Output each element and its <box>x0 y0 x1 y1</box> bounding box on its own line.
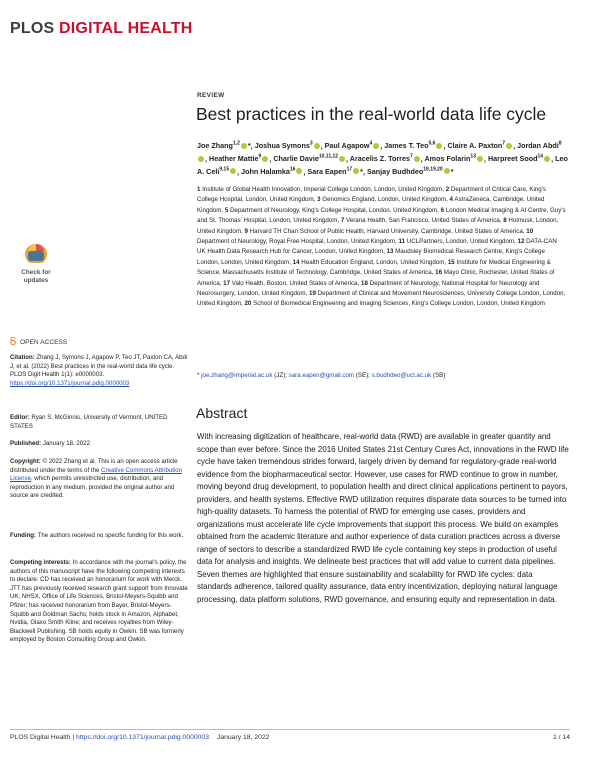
affiliation-number: 4 <box>449 196 453 204</box>
citation-text: Zhang J, Symons J, Agapow P, Teo JT, Paxton CA, Abdi J, et al. (2022) Best practices in the real-world data life cycle. PLOS Digit Health 1(1): e0000003. <box>10 354 188 379</box>
affiliation-number: 17 <box>223 279 231 287</box>
published-label: Published: <box>10 440 42 447</box>
affiliation-number: 8 <box>503 217 507 225</box>
affiliation-text: Harvard TH Chan School of Public Health, Harvard University, Cambridge, United States of America, <box>249 227 525 235</box>
author-affiliation-ref: 18,19,20 <box>423 166 443 173</box>
article-type: REVIEW <box>197 92 225 99</box>
competing-interests-block <box>10 559 188 645</box>
affiliation-number: 3 <box>317 196 321 204</box>
affiliation-item <box>244 228 524 235</box>
published-block <box>10 440 188 449</box>
affiliation-text: DATA-CAN UK Health Data Research Hub for Cancer, London, United Kingdom, <box>197 238 557 256</box>
affiliation-number: 13 <box>386 248 394 256</box>
article-title: Best practices in the real-world data life cycle <box>196 104 547 124</box>
author-name[interactable]: Paul Agapow <box>324 141 370 151</box>
author-list: Joe Zhang$^{1,2}$ *, Joshua Symons$^3$ , Paul Agapow$^4$ , James T. Teo$^{5,6}$ , Claire A. Paxton$^7$ , Jordan Abdi$^8$, Heather Mattie$^9$ , Charlie Davie$^{10,11,12}$ , Aracelis Z. Torres$^7$ , Amos Folarin$^{13}$ , Harpreet Sood$^{14}$ , Leo A. Celi$^{9,15}$ , John Halamka$^{16}$ , Sara Eapen$^{17}$ *, Sanjay Budhdeo$^{18,19,20}$ * <box>197 141 568 176</box>
affiliation-text: Institute of Global Health Innovation, Imperial College London, London, United Kingdom, <box>202 186 444 193</box>
author <box>488 154 551 163</box>
affiliation-number: 9 <box>244 227 248 235</box>
author <box>384 141 443 150</box>
affiliation-text: Department of Neurology, King's College Hospital, London, United Kingdom, <box>230 206 439 214</box>
open-access-badge <box>10 337 67 346</box>
affiliation-text: Health Education England, London, United Kingdom, <box>301 258 447 266</box>
affiliation-item <box>317 196 448 203</box>
affiliation-number: 6 <box>440 206 445 214</box>
author-affiliation-ref: 5,6 <box>428 141 436 147</box>
funding-block <box>10 532 188 541</box>
email-link[interactable]: joe.zhang@imperial.ac.uk <box>201 372 273 379</box>
affiliation-text: Mayo Clinic, Rochester, United States of America, <box>197 269 555 287</box>
author-name[interactable]: Claire A. Paxton <box>447 141 503 151</box>
orcid-icon[interactable] <box>241 143 247 149</box>
orcid-icon[interactable] <box>436 143 442 149</box>
affiliation-text: UCLPartners, London, United Kingdom, <box>406 238 516 246</box>
orcid-icon[interactable] <box>262 156 268 162</box>
affiliation-text: AstraZeneca, Cambridge, United Kingdom, <box>197 196 545 214</box>
editor-block <box>10 414 188 431</box>
affiliation-number: 12 <box>517 238 525 246</box>
author-affiliation-ref: 4 <box>369 141 373 147</box>
orcid-icon[interactable] <box>506 143 512 149</box>
orcid-icon[interactable] <box>477 156 483 162</box>
footer-doi-link[interactable]: https://doi.org/10.1371/journal.pdig.0000003 <box>76 734 210 741</box>
affiliation-text: Department of Neurology, National Hospital for Neurology and Neurosurgery, London, United Kingdom, <box>197 279 540 298</box>
affiliation-text: Institute for Medical Engineering & Science, Massachusetts Institute of Technology, Cambridge, United States of America, <box>197 258 551 277</box>
author-name[interactable]: Harpreet Sood <box>487 154 538 164</box>
affiliation-item <box>223 280 359 287</box>
orcid-icon[interactable] <box>414 156 420 162</box>
copyright-text: © 2022 Zhang et al. This is an open access article distributed under the terms of the <box>10 458 178 474</box>
affiliation-text: Department of Critical Care, King's College Hospital, London, United Kingdom, <box>197 186 546 204</box>
author-affiliation-ref: 13 <box>470 153 476 160</box>
author-name[interactable]: Heather Mattie <box>209 154 259 164</box>
author-name[interactable]: John Halamka <box>241 166 290 176</box>
affiliation-text: Department of Neurology, Royal Free Hospital, London, United Kingdom, <box>197 238 397 246</box>
email-initials: (SB) <box>431 372 446 379</box>
affiliation-text: Genomics England, London, United Kingdom, <box>322 196 448 204</box>
affiliations <box>197 185 567 310</box>
copyright-text-cont: , which permits unrestricted use, distribution, and reproduction in any medium, provided the original author and source are credited. <box>10 475 175 500</box>
author <box>209 154 269 163</box>
citation-label: Citation: <box>10 354 35 361</box>
author <box>307 167 363 176</box>
author-affiliation-ref: 8 <box>558 141 562 147</box>
author-name[interactable]: Sanjay Budhdeo <box>366 166 424 176</box>
orcid-icon[interactable] <box>353 168 359 174</box>
abstract-heading: Abstract <box>196 405 248 421</box>
author <box>424 154 484 163</box>
author-affiliation-ref: 1,2 <box>232 141 240 147</box>
competing-interests-text: In accordance with the journal's policy, the authors of this manuscript have the following competing interests to declare: CD has received an honorarium for work with Merck. JTT has previously received research grant support from Innovate UK, NHSX, Office of Life Sciences, Bristol-Meyers-Squibb and Pfizer; has received honorarium from Bayer, Bristol-Meyers-Squibb and Goldman Sachs; holds stock in Amazon, Alphabet, Nvidia, Glaxo Smith Kline; and receives royalties from Wiley-Blackwell Publishing. SB holds equity in Owkin. SB was formerly employed by Boston Consulting Group and Owkin. <box>10 559 188 644</box>
author-affiliation-ref: 3 <box>309 141 313 147</box>
competing-interests-label: Competing interests: <box>10 559 71 566</box>
citation-doi-link[interactable]: https://doi.org/10.1371/journal.pdig.0000003 <box>10 379 130 387</box>
funding-label: Funding: <box>10 532 37 539</box>
author <box>197 141 251 150</box>
journal-brand-name: DIGITAL HEALTH <box>59 20 193 37</box>
orcid-icon[interactable] <box>230 168 236 174</box>
affiliation-item <box>293 259 446 266</box>
author-name[interactable]: Sara Eapen <box>307 166 347 176</box>
abstract-body: With increasing digitization of healthcare, real-world data (RWD) are available in greater quantity and scope than ever before. Since the 2016 United States 21st Century Cures Act, innovations in the RWD life cycle have taken tremendous strides forward, largely driven by demand for regulatory-grade real-world evidence from the biopharmaceutical sector. However, use cases for RWD continue to grow in number, moving beyond drug development, to population health and direct clinical applications pertinent to payors, providers, and health systems. Effective RWD utilization requires disparate data sources to be turned into high-quality datasets. To harness the potential of RWD for emerging use cases, providers and organizations must accelerate life cycle improvements that support this process. We build on examples obtained from the academic literature and author experience of data curation practices across a diverse range of sectors to describe a standardized RWD life cycle containing key steps in production of useful data for analysis and insights. We delineate best practices that will add value to current data pipelines. Seven themes are highlighted that ensure sustainability and scalability for RWD life cycles: data standards adherence, tailored quality assurance, data entry incentivization, deploying natural language processing, data platform solutions, RWD governance, and ensuring equity and representation in data. <box>197 432 569 604</box>
orcid-icon[interactable] <box>296 168 302 174</box>
orcid-icon[interactable] <box>544 156 550 162</box>
author <box>325 141 381 150</box>
affiliation-number: 7 <box>340 217 345 225</box>
check-for-updates-line2: updates <box>23 277 49 284</box>
check-for-updates-line1: Check for <box>21 269 51 276</box>
license-link[interactable]: Creative Commons Attribution License <box>10 466 183 483</box>
orcid-icon[interactable] <box>314 143 320 149</box>
email-link[interactable]: sara.eapen@gmail.com <box>288 372 355 379</box>
author-name[interactable]: Amos Folarin <box>424 154 471 164</box>
affiliation-text: Valo Health, Boston, United States of America, <box>231 279 360 287</box>
footer-divider <box>10 729 570 730</box>
corresponding-author-mark: * <box>360 166 363 176</box>
author <box>241 167 303 176</box>
published-date: January 18, 2022 <box>42 440 90 447</box>
author-affiliation-ref: 9 <box>258 153 262 160</box>
open-lock-icon <box>10 337 16 345</box>
open-access-label: OPEN ACCESS <box>20 339 68 346</box>
affiliation-number: 14 <box>292 258 300 266</box>
journal-brand-plos: PLOS <box>10 20 55 37</box>
affiliation-text: School of Biomedical Engineering and Imaging Sciences, King's College London, London, United Kingdom <box>253 300 545 308</box>
author-name[interactable]: Aracelis Z. Torres <box>349 154 410 164</box>
copyright-label: Copyright: <box>10 458 41 465</box>
affiliation-item <box>398 238 515 245</box>
editor-text: Ryan S. McGinnis, University of Vermont, UNITED STATES <box>10 414 168 430</box>
affiliation-text: Holmusk, London, United Kingdom, <box>197 217 559 235</box>
author-affiliation-ref: 17 <box>346 166 353 173</box>
orcid-icon[interactable] <box>339 156 345 162</box>
author-affiliation-ref: 16 <box>289 166 296 173</box>
corresponding-emails <box>197 372 567 379</box>
affiliation-number: 18 <box>361 279 368 287</box>
citation-block <box>10 354 188 388</box>
affiliation-number: 2 <box>445 186 450 193</box>
author <box>367 167 454 176</box>
editor-label: Editor: <box>10 414 30 421</box>
affiliation-number: 19 <box>309 290 316 298</box>
author-affiliation-ref: 7 <box>409 153 413 160</box>
check-for-updates-label[interactable] <box>12 269 60 285</box>
author <box>447 141 513 150</box>
affiliation-text: Maudsley Biomedical Research Centre, King's College London, London, United Kingdom, <box>197 248 545 266</box>
author-name[interactable]: Joe Zhang <box>197 141 233 151</box>
affiliation-number: 1 <box>197 186 201 193</box>
corresponding-author-mark: * <box>450 166 454 176</box>
check-for-updates-icon[interactable] <box>12 241 60 293</box>
email-star: * <box>197 372 200 379</box>
affiliation-item <box>341 217 502 224</box>
author-name[interactable]: James T. Teo <box>384 141 429 151</box>
affiliation-item <box>244 300 544 307</box>
affiliation-number: 10 <box>526 227 534 235</box>
page-number: 1 / 14 <box>552 734 570 741</box>
footer-journal: PLOS Digital Health <box>10 734 71 741</box>
author-name[interactable]: Jordan Abdi <box>517 141 559 151</box>
page-footer <box>10 734 570 741</box>
orcid-icon[interactable] <box>198 156 204 162</box>
journal-header <box>10 20 193 38</box>
affiliation-text: London Medical Imaging & AI Centre, Guy's and St. Thomas' Hospital, London, United Kingdom, <box>197 206 566 225</box>
corresponding-author-mark: * <box>247 141 251 151</box>
email-initials: (SE); <box>354 372 372 379</box>
funding-text: The authors received no specific funding for this work. <box>37 532 184 539</box>
affiliation-item <box>225 207 439 214</box>
affiliation-number: 11 <box>398 238 405 246</box>
author-name[interactable]: Leo A. Celi <box>197 154 568 176</box>
email-initials: (JZ); <box>272 372 289 379</box>
footer-separator: | <box>70 734 76 741</box>
author-name[interactable]: Charlie Davie <box>273 154 319 164</box>
affiliation-number: 5 <box>224 206 229 214</box>
author <box>273 154 346 163</box>
orcid-icon[interactable] <box>373 143 379 149</box>
author-affiliation-ref: 14 <box>537 153 544 160</box>
footer-date: January 18, 2022 <box>216 734 270 741</box>
orcid-icon[interactable] <box>444 168 450 174</box>
author-name[interactable]: Joshua Symons <box>254 141 310 151</box>
affiliation-number: 15 <box>447 258 455 266</box>
author-affiliation-ref: 10,11,12 <box>318 153 339 160</box>
author-affiliation-ref: 9,15 <box>219 166 230 173</box>
email-link[interactable]: s.budhdeo@ucl.ac.uk <box>371 372 432 379</box>
author <box>255 141 321 150</box>
affiliation-item <box>197 186 444 193</box>
author-affiliation-ref: 7 <box>502 141 506 147</box>
affiliation-number: 16 <box>435 269 443 277</box>
author <box>350 154 421 163</box>
affiliation-text: Department of Clinical and Movement Neurosciences, University College London, London, United Kingdom, <box>197 290 566 308</box>
copyright-block <box>10 458 188 501</box>
affiliation-number: 20 <box>244 300 252 308</box>
affiliation-text: Verana Health, San Francisco, United States of America, <box>346 217 502 225</box>
